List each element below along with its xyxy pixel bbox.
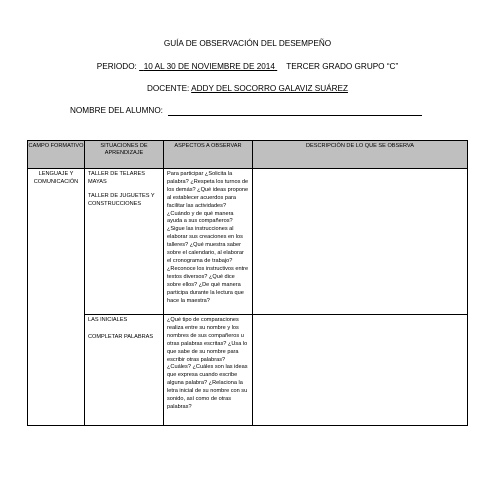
aspectos-text: ¿Qué tipo de comparaciones realiza entre su nombre y los nombres de sus compañeros u otras palabras escritas? ¿Usa lo que sabe de su nombre para escribir otras palabras? ¿Cuáles? ¿Cuáles son las ideas que expresa cuando escribe alguna palabra? ¿Relaciona la letra inicial de su nombre con su sonido, así como de otras palabras? xyxy=(167,317,248,410)
docente-label: DOCENTE: xyxy=(147,84,190,93)
document-title: GUÍA DE OBSERVACIÓN DEL DESEMPEÑO xyxy=(163,39,332,48)
docente-line xyxy=(0,84,495,93)
table-header-row xyxy=(28,141,468,169)
column-header-descripcion: DESCRIPCIÓN DE LO QUE SE OBSERVA xyxy=(253,141,468,169)
situacion-item: TALLER DE JUGUETES Y CONSTRUCCIONES xyxy=(88,192,155,207)
aspectos-cell xyxy=(164,169,253,315)
descripcion-text xyxy=(253,315,467,319)
column-header-aspectos: ASPECTOS A OBSERVAR xyxy=(164,141,253,169)
table-row xyxy=(28,169,468,315)
column-header-situaciones: SITUACIONES DE APRENDIZAJE xyxy=(85,141,164,169)
descripcion-cell[interactable] xyxy=(253,315,468,426)
situaciones-cell xyxy=(85,315,164,426)
periodo-line xyxy=(0,62,495,71)
column-header-campo: CAMPO FORMATIVO xyxy=(28,141,85,169)
table-row xyxy=(28,315,468,426)
campo-cell xyxy=(28,169,85,426)
observation-table xyxy=(27,140,468,426)
campo-text: LENGUAJE Y COMUNICACIÓN xyxy=(33,171,79,185)
situaciones-cell xyxy=(85,169,164,315)
situacion-item: TALLER DE TELARES MAYAS xyxy=(88,171,145,185)
descripcion-cell[interactable] xyxy=(253,169,468,315)
docente-name: ADDY DEL SOCORRO GALAVIZ SUÁREZ xyxy=(191,84,348,93)
alumno-name-blank xyxy=(168,115,422,116)
situacion-item: COMPLETAR PALABRAS xyxy=(88,333,154,340)
aspectos-text: Para participar ¿Solicita la palabra? ¿Respeta los turnos de los demás? ¿Qué ideas propone al establecer acuerdos para facilitar las actividades? ¿Cuándo y de qué manera ayuda a sus compañeros? ¿Sigue las instrucciones al elaborar sus creaciones en los talleres? ¿Qué muestra saber sobre el calendario, al elaborar el cronograma de trabajo? ¿Reconoce los instructivos entre textos diversos? ¿Qué dice sobre ellos? ¿De qué manera participa durante la lectura que hace la maestra? xyxy=(167,171,249,304)
alumno-label: NOMBRE DEL ALUMNO: xyxy=(70,106,163,115)
periodo-value xyxy=(139,62,277,71)
periodo-label: PERIODO: xyxy=(96,62,137,71)
aspectos-cell xyxy=(164,315,253,426)
situacion-item: LAS INICIALES xyxy=(88,317,128,323)
descripcion-text xyxy=(253,169,467,173)
grado-grupo: TERCER GRADO GRUPO “C” xyxy=(286,62,399,71)
periodo-dates: 10 AL 30 DE NOVIEMBRE DE 2014 xyxy=(143,62,275,71)
